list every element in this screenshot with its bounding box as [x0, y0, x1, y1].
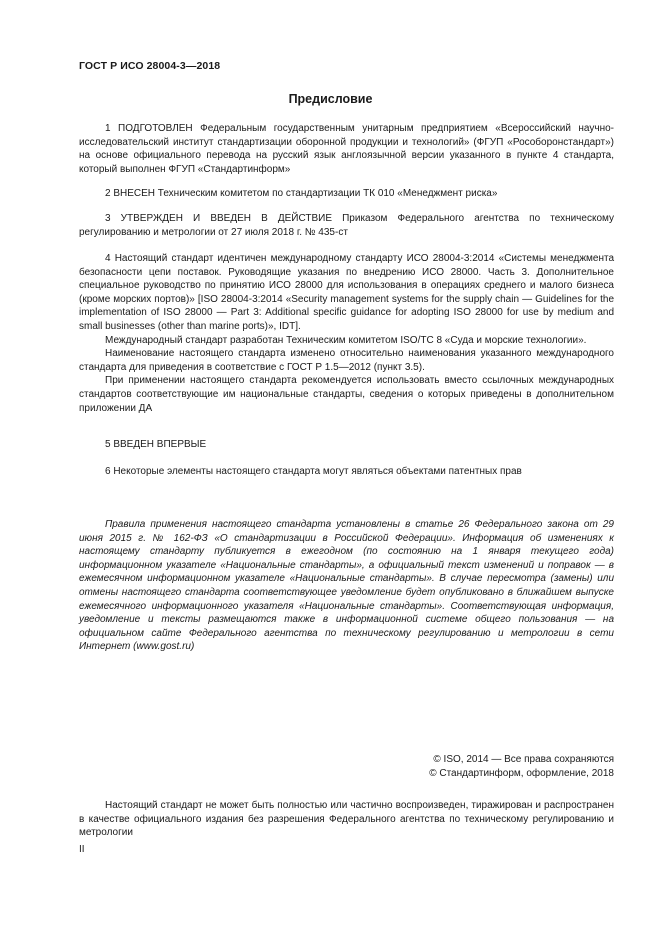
preface-item-2 [79, 187, 614, 201]
copyright-block [354, 753, 614, 781]
application-rules-notice [79, 518, 614, 654]
preface-item-4-references: При применении настоящего стандарта рекомендуется использовать вместо ссылочных международных стандартов соответствующие им национальные стандарты, сведения о которых приведены в дополнительном приложении ДА [79, 375, 614, 414]
preface-item-4-developer: Международный стандарт разработан Техническим комитетом ISO/TC 8 «Суда и морские технологии». [105, 334, 587, 346]
preface-item-4 [79, 252, 614, 415]
page-title: Предисловие [288, 92, 373, 106]
copyright-standartinform: © Стандартинформ, оформление, 2018 [429, 767, 614, 779]
preface-item-3 [79, 212, 614, 239]
preface-item-5-text: 5 ВВЕДЕН ВПЕРВЫЕ [105, 439, 207, 450]
page-number: II [79, 844, 85, 855]
preface-item-3-text: 3 УТВЕРЖДЕН И ВВЕДЕН В ДЕЙСТВИЕ Приказом Федерального агентства по техническому регулированию и метрологии от 27 июля 2018 г. № 435-ст [79, 213, 614, 238]
reproduction-notice-text: Настоящий стандарт не может быть полностью или частично воспроизведен, тиражирован и распространен в качестве официального издания без разрешения Федерального агентства по техническому регулированию и метрологии [79, 800, 614, 839]
preface-item-1 [79, 122, 614, 176]
preface-item-6-text: 6 Некоторые элементы настоящего стандарта могут являться объектами патентных прав [105, 466, 522, 477]
preface-item-4-text: 4 Настоящий стандарт идентичен международному стандарту ИСО 28004-3:2014 «Системы менеджмента безопасности цепи поставок. Руководящие указания по внедрению ИСО 28000. Часть 3. Дополнительное специальное руководство по принятию ИСО 28000 для использования в операциях среднего и малого бизнеса (кроме морских портов)» [ISO 28004-3:2014 «Security management systems for the supply chain — Guidelines for the implementation of ISO 28000 — Part 3: Additional specific guidance for adopting ISO 28000 for use by medium and small businesses (other than marine ports)», IDT]. [79, 253, 614, 332]
reproduction-notice [79, 799, 614, 840]
preface-item-5 [79, 438, 614, 452]
preface-item-6 [79, 465, 614, 479]
document-code: ГОСТ Р ИСО 28004-3—2018 [79, 60, 221, 72]
copyright-iso: © ISO, 2014 — Все права сохраняются [433, 754, 614, 765]
preface-item-2-text: 2 ВНЕСЕН Техническим комитетом по стандартизации ТК 010 «Менеджмент риска» [105, 188, 498, 199]
preface-item-1-text: 1 ПОДГОТОВЛЕН Федеральным государственным унитарным предприятием «Всероссийский научно-исследовательский институт стандартизации оборонной продукции и технологий» (ФГУП «Рособоронстандарт») на основе официального перевода на русский язык англоязычной версии указанного в пункте 4 стандарта, который выполнен ФГУП «Стандартинформ» [79, 123, 614, 175]
application-rules-text: Правила применения настоящего стандарта установлены в статье 26 Федерального закона от 29 июня 2015 г. № 162-ФЗ «О стандартизации в Российской Федерации». Информация об изменениях к настоящему стандарту публикуется в ежегодном (по состоянию на 1 января текущего года) информационном указателе «Национальные стандарты», а официальный текст изменений и поправок — в ежемесячном информационном указателе «Национальные стандарты». В случае пересмотра (замены) или отмены настоящего стандарта соответствующее уведомление будет опубликовано в ближайшем выпуске ежемесячного информационного указателя «Национальные стандарты». Соответствующая информация, уведомление и тексты размещаются также в информационной системе общего пользования — на официальном сайте Федерального агентства по техническому регулированию и метрологии в сети Интернет (www.gost.ru) [79, 519, 614, 653]
preface-item-4-name-change: Наименование настоящего стандарта изменено относительно наименования указанного международного стандарта для приведения в соответствие с ГОСТ Р 1.5—2012 (пункт 3.5). [79, 348, 614, 373]
